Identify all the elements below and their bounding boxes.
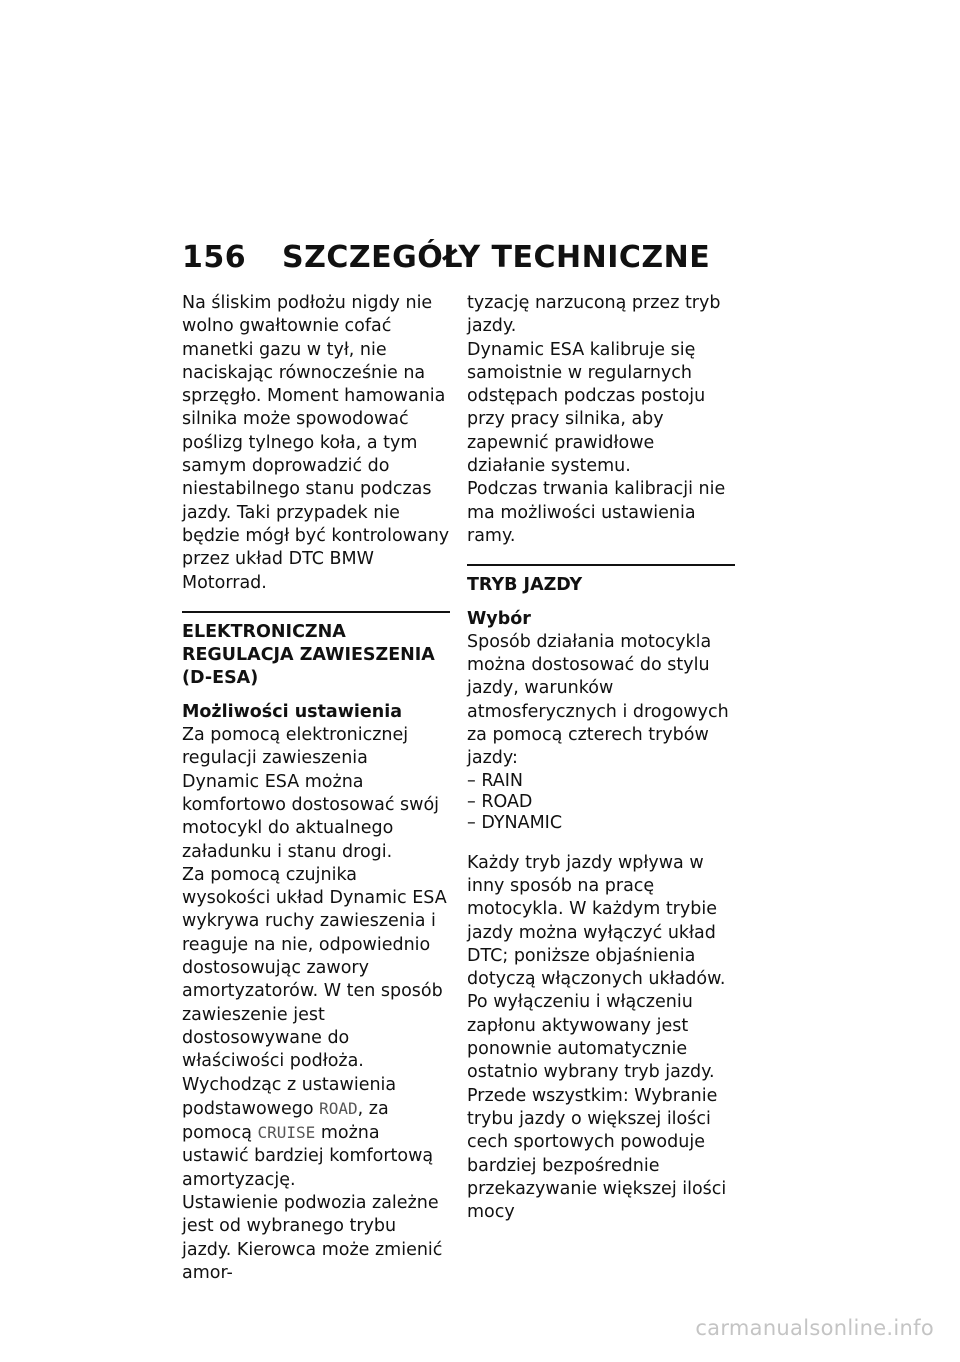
page-title: SZCZEGÓŁY TECHNICZNE xyxy=(282,240,711,275)
paragraph: Ustawienie podwozia zależne jest od wybranego trybu jazdy. Kierowca może zmienić amor- xyxy=(182,1192,443,1283)
subsection-title-selection: Wybór xyxy=(467,608,531,629)
page-header xyxy=(182,240,742,290)
text: Wychodząc z ustawienia podstawowego xyxy=(182,1074,397,1119)
section-title-ride-mode: TRYB JAZDY xyxy=(467,575,583,596)
list-item: – ROAD xyxy=(467,791,533,812)
paragraph: Sposób działania motocykla można dostosować do stylu jazdy, warunków atmosferycznych i drogowych za pomocą czterech trybów jazdy: xyxy=(467,631,729,769)
paragraph: Przede wszystkim: Wybranie trybu jazdy o większej ilości cech sportowych powoduje bardziej bezpośrednie przekazywanie większej ilości mocy xyxy=(467,1085,727,1223)
paragraph: Każdy tryb jazdy wpływa w inny sposób na pracę motocykla. W każdym trybie jazdy można wyłączyć układ DTC; poniższe objaśnienia dotyczą włączonych układów. Po wyłączeniu i włączeniu zapłonu aktywowany jest ponownie automatycznie ostatnio wybrany tryb jazdy. xyxy=(467,852,726,1083)
section-title-desa: ELEKTRONICZNA REGULACJA ZAWIESZENIA (D-ESA) xyxy=(182,621,435,689)
code-cruise: CRUISE xyxy=(257,1123,316,1143)
list-item: – DYNAMIC xyxy=(467,812,563,833)
paragraph-continued: tyzację narzuconą przez tryb jazdy. xyxy=(467,293,721,337)
page-number: 156 xyxy=(182,240,247,275)
intro-paragraph: Na śliskim podłożu nigdy nie wolno gwałtownie cofać manetki gazu w tył, nie naciskając równocześnie na sprzęgło. Moment hamowania silnika może spowodować poślizg tylnego koła, a tym samym doprowadzić do niestabilnego stanu podczas jazdy. Taki przypadek nie będzie mógł być kontrolowany przez układ DTC BMW Motorrad. xyxy=(182,293,450,593)
paragraph-with-codes xyxy=(182,1074,450,1192)
ride-mode-list xyxy=(467,771,735,834)
subsection-title-settings: Możliwości ustawienia xyxy=(182,701,403,722)
text: można ustawić bardziej komfortową amortyzację. xyxy=(182,1123,434,1190)
left-column xyxy=(182,292,450,1285)
code-road: ROAD xyxy=(319,1098,358,1118)
paragraph: Podczas trwania kalibracji nie ma możliwości ustawienia ramy. xyxy=(467,479,726,546)
text: , za pomocą xyxy=(182,1098,389,1144)
paragraph: Za pomocą elektronicznej regulacji zawieszenia Dynamic ESA można komfortowo dostosować swój motocykl do aktualnego załadunku i stanu drogi. xyxy=(182,725,440,862)
section-divider xyxy=(467,564,735,566)
section-divider xyxy=(182,611,450,613)
list-item: – RAIN xyxy=(467,770,523,791)
right-column xyxy=(467,292,735,1224)
spacer xyxy=(467,834,735,852)
paragraph: Za pomocą czujnika wysokości układ Dynamic ESA wykrywa ruchy zawieszenia i reaguje na nie, odpowiednio dostosowując zawory amortyzatorów. W ten sposób zawieszenie jest dostosowywane do właściwości podłoża. xyxy=(182,864,447,1072)
watermark: carmanualsonline.info xyxy=(695,1316,934,1340)
paragraph: Dynamic ESA kalibruje się samoistnie w regularnych odstępach podczas postoju przy pracy silnika, aby zapewnić prawidłowe działanie systemu. xyxy=(467,339,706,477)
